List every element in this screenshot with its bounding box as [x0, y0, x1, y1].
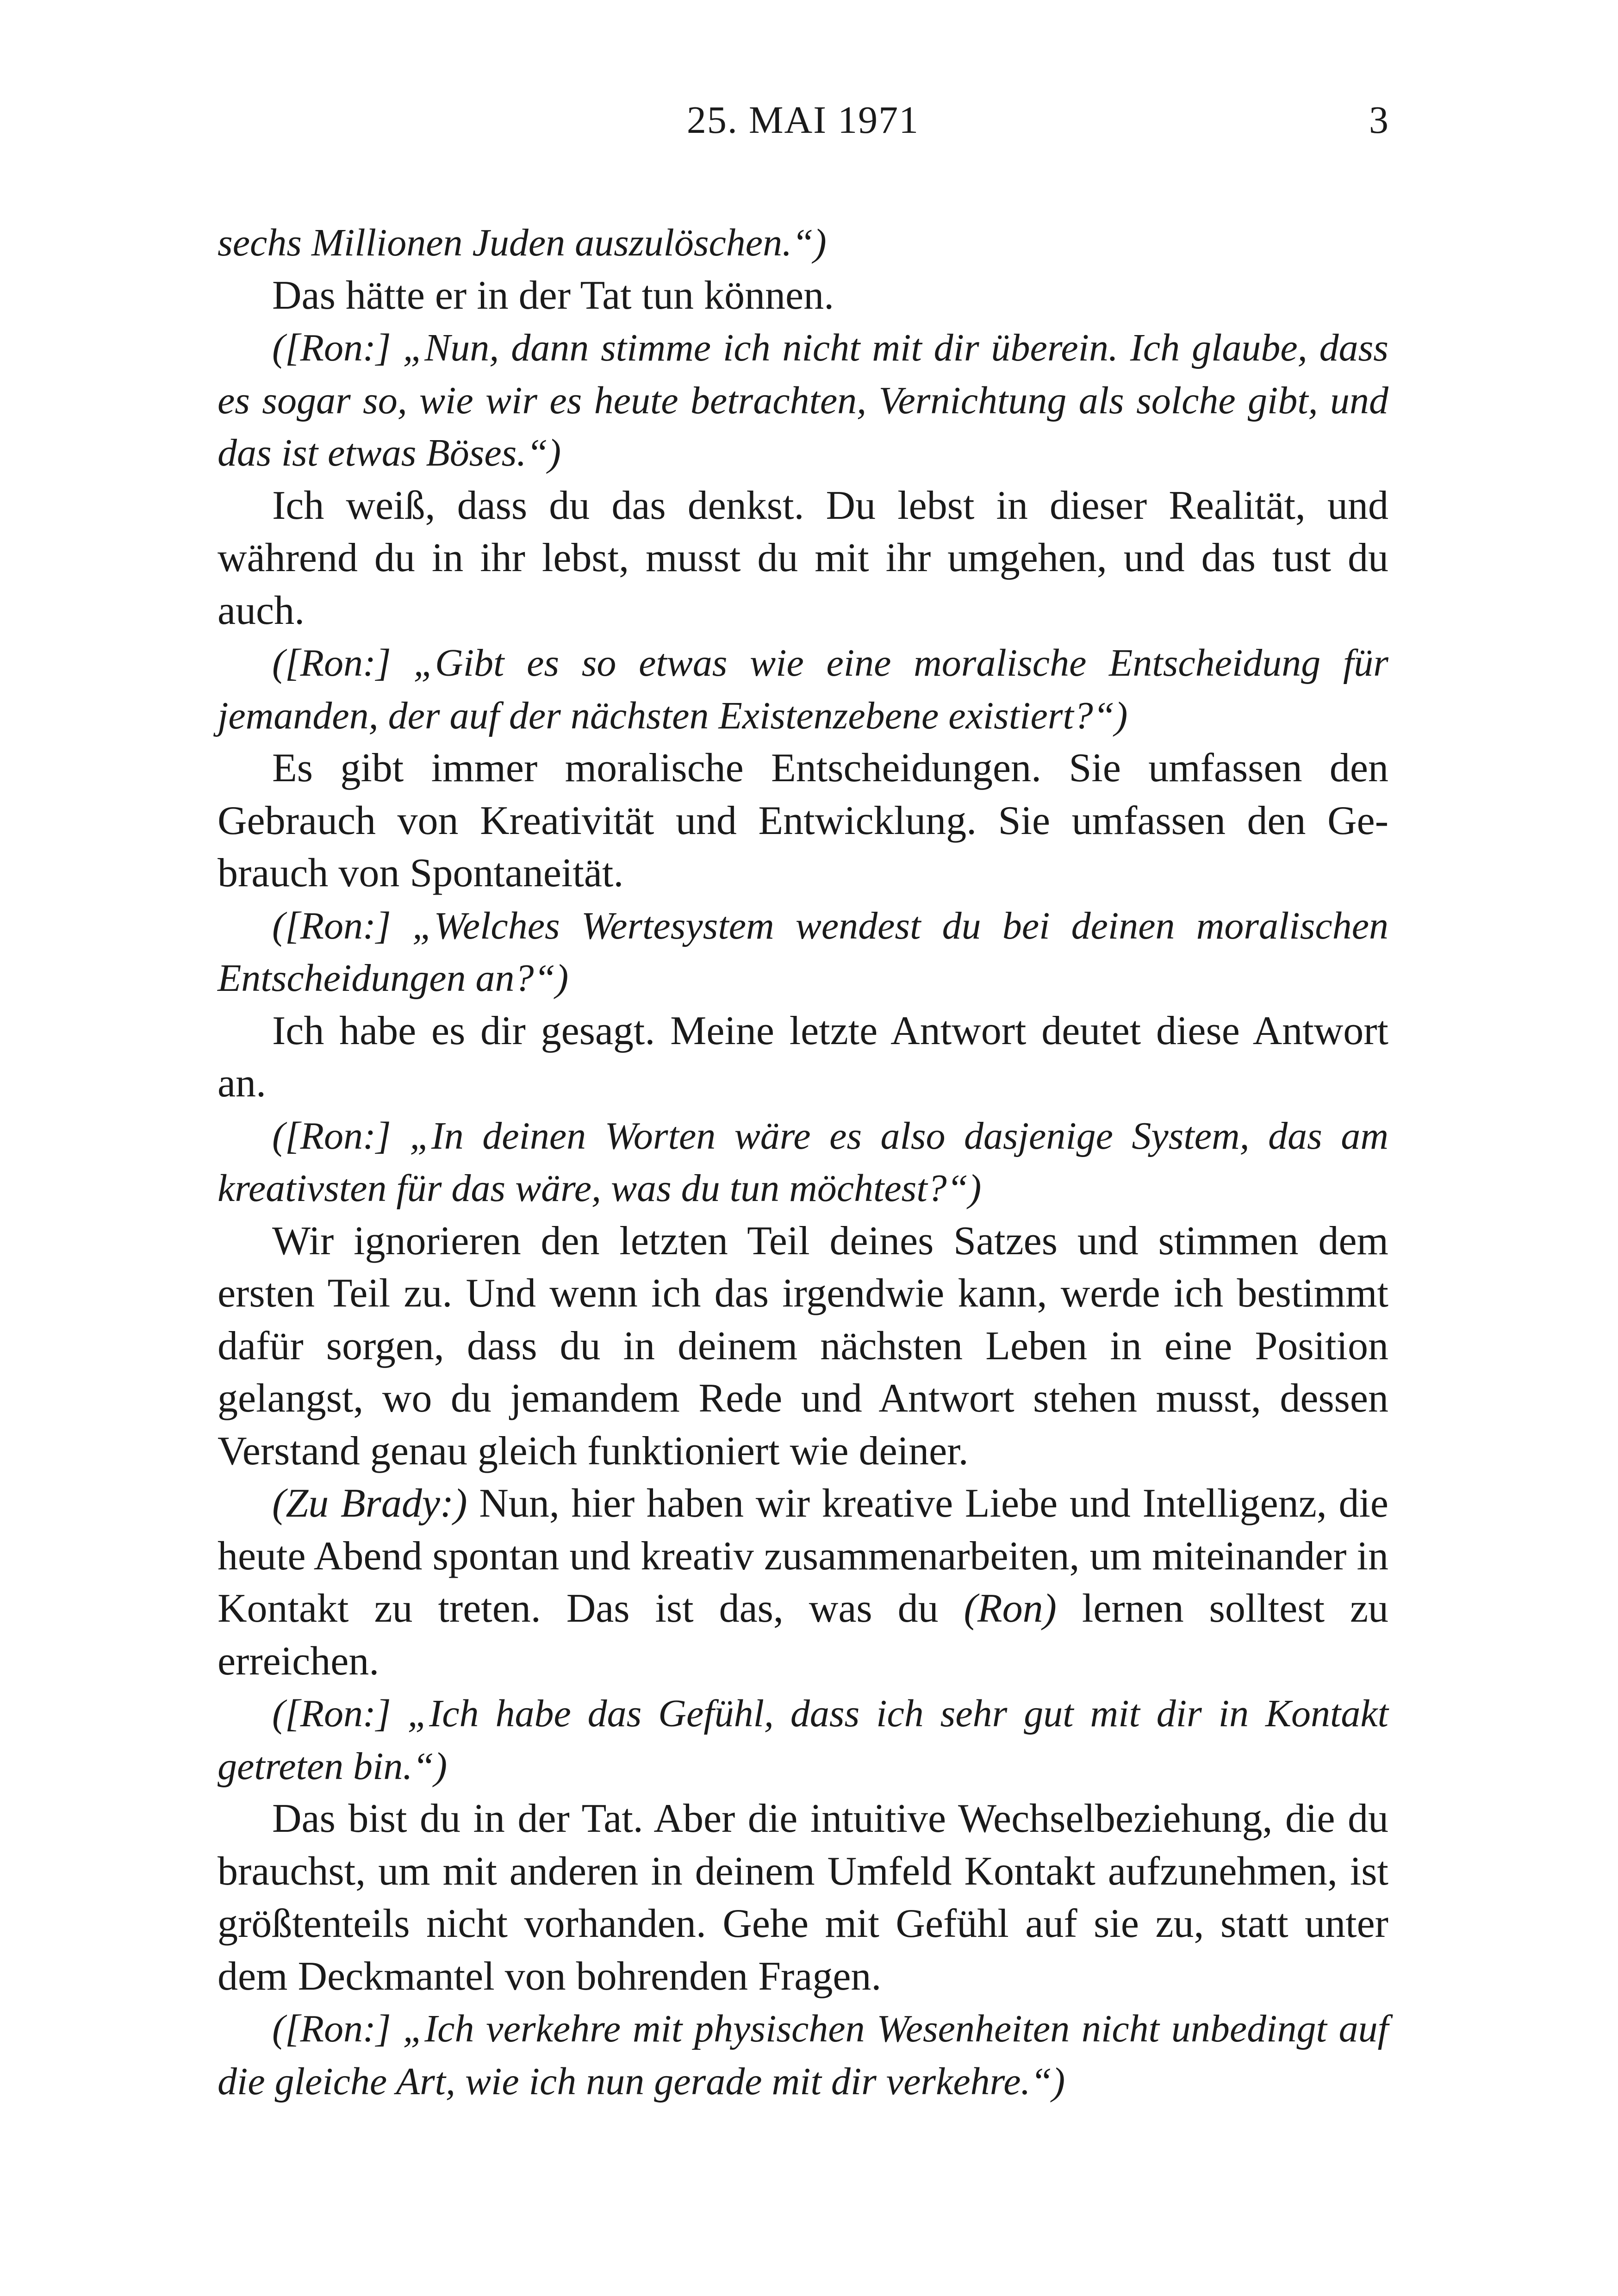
running-header — [218, 95, 1388, 146]
paragraph-ron-question: ([Ron:] „Gibt es so etwas wie eine moralische Entscheidung für jemanden, der auf der nächsten Existenzebene existiert?“) — [218, 641, 1388, 737]
page-number: 3 — [1369, 99, 1388, 142]
paragraph-answer: Das hätte er in der Tat tun können. — [272, 273, 834, 318]
paragraph-answer-to-brady — [218, 1477, 1388, 1687]
paragraph-answer: Ich habe es dir gesagt. Meine letzte Antwort deutet diese Antwort an. — [218, 1008, 1388, 1106]
paragraph-answer: Ich weiß, dass du das denkst. Du lebst in dieser Realität, und während du in ihr lebst, musst du mit ihr umgehen, und das tust du auch. — [218, 483, 1388, 633]
stage-direction: (Zu Brady:) — [272, 1481, 467, 1526]
paragraph-text: lernen solltest zu erreichen. — [218, 1586, 1389, 1684]
body-text — [218, 217, 1388, 2108]
paragraph-quote-continuation: sechs Millionen Juden auszulöschen.“) — [218, 221, 827, 264]
paragraph-ron-question: ([Ron:] „Ich verkehre mit physischen Wesenheiten nicht unbedingt auf die gleiche Art, wie ich nun gerade mit dir verkehre.“) — [218, 2007, 1388, 2103]
paragraph-ron-question: ([Ron:] „In deinen Worten wäre es also dasjenige System, das am kreativsten für das wäre, was du tun möchtest?“) — [218, 1114, 1388, 1210]
stage-direction: (Ron) — [964, 1586, 1057, 1631]
paragraph-ron-question: ([Ron:] „Ich habe das Gefühl, dass ich sehr gut mit dir in Kontakt getreten bin.“) — [218, 1692, 1388, 1788]
paragraph-answer: Wir ignorieren den letzten Teil deines Satzes und stimmen dem ersten Teil zu. Und wenn ich das irgendwie kann, werde ich bestimmt dafür sorgen, dass du in deinem nächsten Leben in eine Position gelangst, wo du jemandem Rede und Antwort stehen musst, dessen Verstand genau gleich funktioniert wie deiner. — [218, 1218, 1388, 1474]
paragraph-answer: Das bist du in der Tat. Aber die intuitive Wechselbeziehung, die du brauchst, um mit anderen in deinem Umfeld Kontakt aufzunehmen, ist größtenteils nicht vorhanden. Gehe mit Gefühl auf sie zu, statt unter dem Deckmantel von bohrenden Fragen. — [218, 1796, 1388, 1999]
header-date-title: 25. MAI 1971 — [686, 99, 920, 142]
paragraph-text: Nun, hier haben wir kreative Liebe und Intelligenz, die heute Abend spontan und kreativ zusammenarbeiten, um miteinander in Kontakt zu treten. Das ist das, was du — [218, 1481, 1388, 1631]
paragraph-ron-question: ([Ron:] „Nun, dann stimme ich nicht mit dir überein. Ich glaube, dass es sogar so, wie wir es heute betrachten, Vernichtung als solche gibt, und das ist etwas Böses.“) — [218, 326, 1388, 474]
paragraph-ron-question: ([Ron:] „Welches Wertesystem wendest du bei deinen moralischen Entscheidungen an?“) — [218, 904, 1388, 1000]
paragraph-answer: Es gibt immer moralische Entscheidungen. Sie umfassen den Gebrauch von Kreativität und Entwicklung. Sie umfassen den Gebrauch von Spontaneität. — [218, 746, 1388, 896]
